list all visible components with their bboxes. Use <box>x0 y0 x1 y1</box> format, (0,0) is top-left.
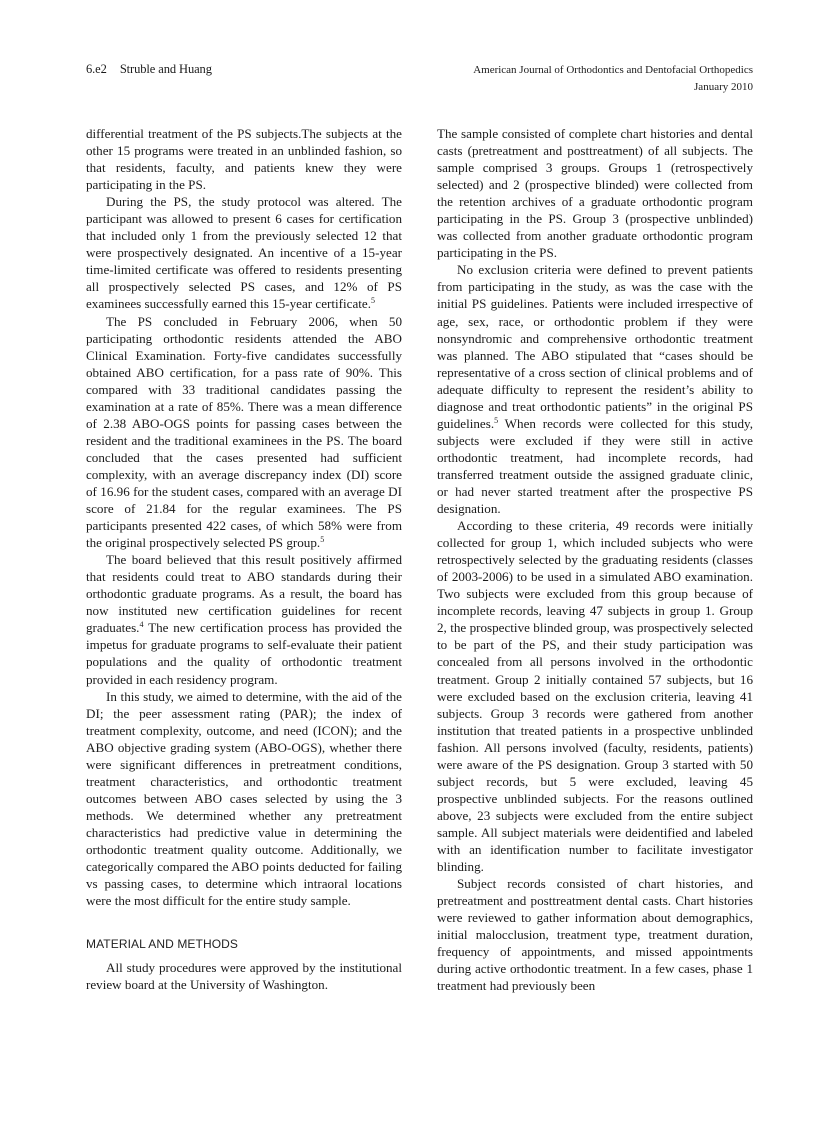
paragraph: No exclusion criteria were defined to prevent patients from participating in the study, as was the case with the initial PS guidelines. Patients were included irrespective of age, sex, race, or orthodontic problem if they were nonsyndromic and comprehensive orthodontic treatment was planned. The ABO stipulated that “cases should be representative of a cross section of clinical problems and of adequate difficulty to represent the resident’s ability to diagnose and treat orthodontic patients” in the original PS guidelines.$^5$ When records were collected for this study, subjects were excluded if they were still in active orthodontic treatment, had incomplete records, had transferred treatment outside the assigned graduate clinic, or had never started treatment after the prospective PS designation. <box>437 262 753 517</box>
section-heading: MATERIAL AND METHODS <box>86 937 239 952</box>
citation-superscript[interactable]: 5 <box>320 535 325 545</box>
paragraph: The sample consisted of complete chart histories and dental casts (pretreatment and posttreatment) of all subjects. The sample comprised 3 groups. Groups 1 (retrospectively selected) and 2 (prospective blinded) were collected from the retention archives of a graduate orthodontic program participating in the PS. Group 3 (prospective unblinded) was collected from another graduate orthodontic program participating in the PS. <box>437 126 753 261</box>
running-head-right <box>473 62 753 96</box>
page-number: 6.e2 <box>86 62 107 76</box>
right-column <box>437 125 753 994</box>
paragraph: The board believed that this result positively affirmed that residents could treat to ABO standards during their orthodontic graduate programs. As a result, the board has now instituted new certification guidelines for recent graduates.$^4$ The new certification process has provided the impetus for graduate programs to self-evaluate their patient populations and the quality of orthodontic treatment provided in each residency program. <box>86 552 402 687</box>
running-head-authors: Struble and Huang <box>119 62 212 76</box>
paragraph: differential treatment of the PS subjects.The subjects at the other 15 programs were treated in an unblinded fashion, so that residents, faculty, and patients knew they were participating in the PS. <box>86 126 402 193</box>
paragraph: In this study, we aimed to determine, with the aid of the DI; the peer assessment rating (PAR); the index of treatment complexity, outcome, and need (ICON); and the ABO objective grading system (ABO-OGS), whether there were significant differences in pretreatment conditions, treatment characteristics, and orthodontic treatment outcomes between ABO cases selected by using the 3 methods. We determined whether any pretreatment characteristics had predictive value in determining the orthodontic treatment quality outcome. Additionally, we categorically compared the ABO points deducted for failing vs passing cases, to determine which intraoral locations were the most difficult for the entire study sample. <box>86 688 402 909</box>
citation-superscript[interactable]: 5 <box>494 415 499 425</box>
paragraph: The PS concluded in February 2006, when 50 participating orthodontic residents attended the ABO Clinical Examination. Forty-five candidates successfully obtained ABO certification, for a pass rate of 90%. This compared with 33 traditional candidates passing the examination at a rate of 85%. There was a mean difference of 2.38 ABO-OGS points for passing cases between the resident and the traditional examinees in the PS. The board concluded that the cases presented had sufficient complexity, with an average discrepancy index (DI) score of 16.96 for the student cases, compared with an average DI score of 21.84 for the regular examinees. The PS participants presented 422 cases, of which 58% were from the original prospectively selected PS group.$^5$ <box>86 313 402 551</box>
journal-title: American Journal of Orthodontics and Dentofacial Orthopedics <box>473 64 753 76</box>
left-column <box>86 125 402 993</box>
running-head-left <box>86 62 212 77</box>
paragraph: Subject records consisted of chart histories, and pretreatment and posttreatment dental casts. Chart histories were reviewed to gather information about demographics, initial malocclusion, treatment type, treatment duration, frequency of appointments, and missed appointments during active orthodontic treatment. In a few cases, phase 1 treatment had previously been <box>437 876 753 994</box>
citation-superscript[interactable]: 4 <box>139 620 144 630</box>
issue-date: January 2010 <box>694 81 753 93</box>
citation-superscript[interactable]: 5 <box>371 296 376 306</box>
paragraph: All study procedures were approved by the institutional review board at the University of Washington. <box>86 960 402 993</box>
paragraph: During the PS, the study protocol was altered. The participant was allowed to present 6 cases for certification that included only 1 from the previously selected 12 that were prospectively designated. An incentive of a 15-year time-limited certificate was offered to residents presenting all prospectively selected PS cases, and 12% of PS examinees successfully earned this 15-year certificate.$^5$ <box>86 194 402 312</box>
paragraph: According to these criteria, 49 records were initially collected for group 1, which included subjects who were retrospectively selected by the graduating residents (classes of 2003-2006) to be used in a simulated ABO examination. Two subjects were excluded from this group because of incomplete records, leaving 47 subjects in group 1. Group 2, the prospective blinded group, was prospectively selected to be part of the PS, and their study participation was concealed from all persons involved in the orthodontic treatment. Group 2 initially contained 57 subjects, but 16 were excluded based on the exclusion criteria, leaving 41 subjects. Group 3 records were gathered from another institution that treated patients in a prospective unblinded fashion. All persons involved (faculty, residents, patients) were aware of the PS designation. Group 3 started with 50 subject records, but 5 were excluded, leaving 45 prospective unblinded subjects. For the reasons outlined above, 23 subjects were excluded from the entire subject sample. All subject materials were deidentified and labeled with an identification number to facilitate investigator blinding. <box>437 518 753 875</box>
